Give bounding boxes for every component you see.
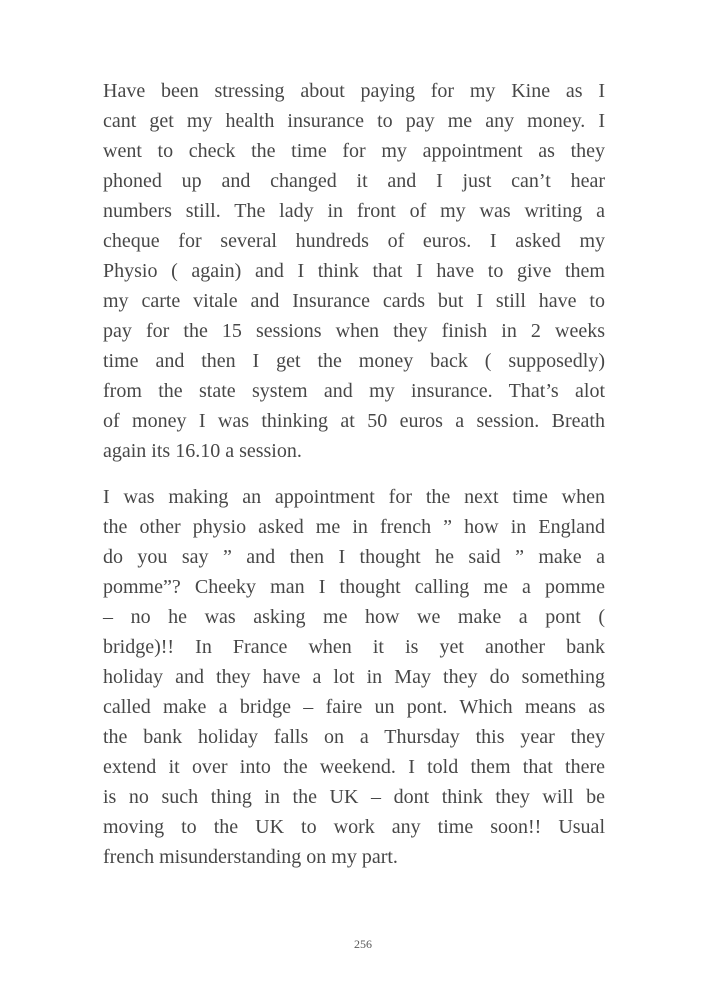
text-line: Have been stressing about paying for my Kine as I (103, 80, 605, 102)
text-line: went to check the time for my appointment as they (103, 140, 605, 162)
text-line: time and then I get the money back ( supposedly) (103, 350, 605, 372)
text-line: again its 16.10 a session. (103, 440, 302, 462)
text-line: from the state system and my insurance. That’s alot (103, 380, 605, 402)
text-line: phoned up and changed it and I just can’t hear (103, 170, 605, 192)
paragraph (103, 482, 605, 872)
text-line: holiday and they have a lot in May they do something (103, 666, 605, 688)
text-line: extend it over into the weekend. I told them that there (103, 756, 605, 778)
text-line: the bank holiday falls on a Thursday this year they (103, 726, 605, 748)
text-line: bridge)!! In France when it is yet another bank (103, 636, 605, 658)
text-line: pomme”? Cheeky man I thought calling me a pomme (103, 576, 605, 598)
text-line: numbers still. The lady in front of my was writing a (103, 200, 605, 222)
text-line: – no he was asking me how we make a pont ( (103, 606, 605, 628)
text-line: pay for the 15 sessions when they finish in 2 weeks (103, 320, 605, 342)
page-number: 256 (354, 937, 372, 951)
text-line: I was making an appointment for the next time when (103, 486, 605, 508)
text-block (103, 76, 605, 888)
text-line: do you say ” and then I thought he said ” make a (103, 546, 605, 568)
text-line: cheque for several hundreds of euros. I asked my (103, 230, 605, 252)
text-line: moving to the UK to work any time soon!! Usual (103, 816, 605, 838)
text-line: Physio ( again) and I think that I have to give them (103, 260, 605, 282)
text-line: called make a bridge – faire un pont. Which means as (103, 696, 605, 718)
text-line: is no such thing in the UK – dont think they will be (103, 786, 605, 808)
text-line: french misunderstanding on my part. (103, 846, 398, 868)
text-line: of money I was thinking at 50 euros a session. Breath (103, 410, 605, 432)
text-line: the other physio asked me in french ” how in England (103, 516, 605, 538)
text-line: my carte vitale and Insurance cards but I still have to (103, 290, 605, 312)
text-line: cant get my health insurance to pay me any money. I (103, 110, 605, 132)
paragraph (103, 76, 605, 466)
